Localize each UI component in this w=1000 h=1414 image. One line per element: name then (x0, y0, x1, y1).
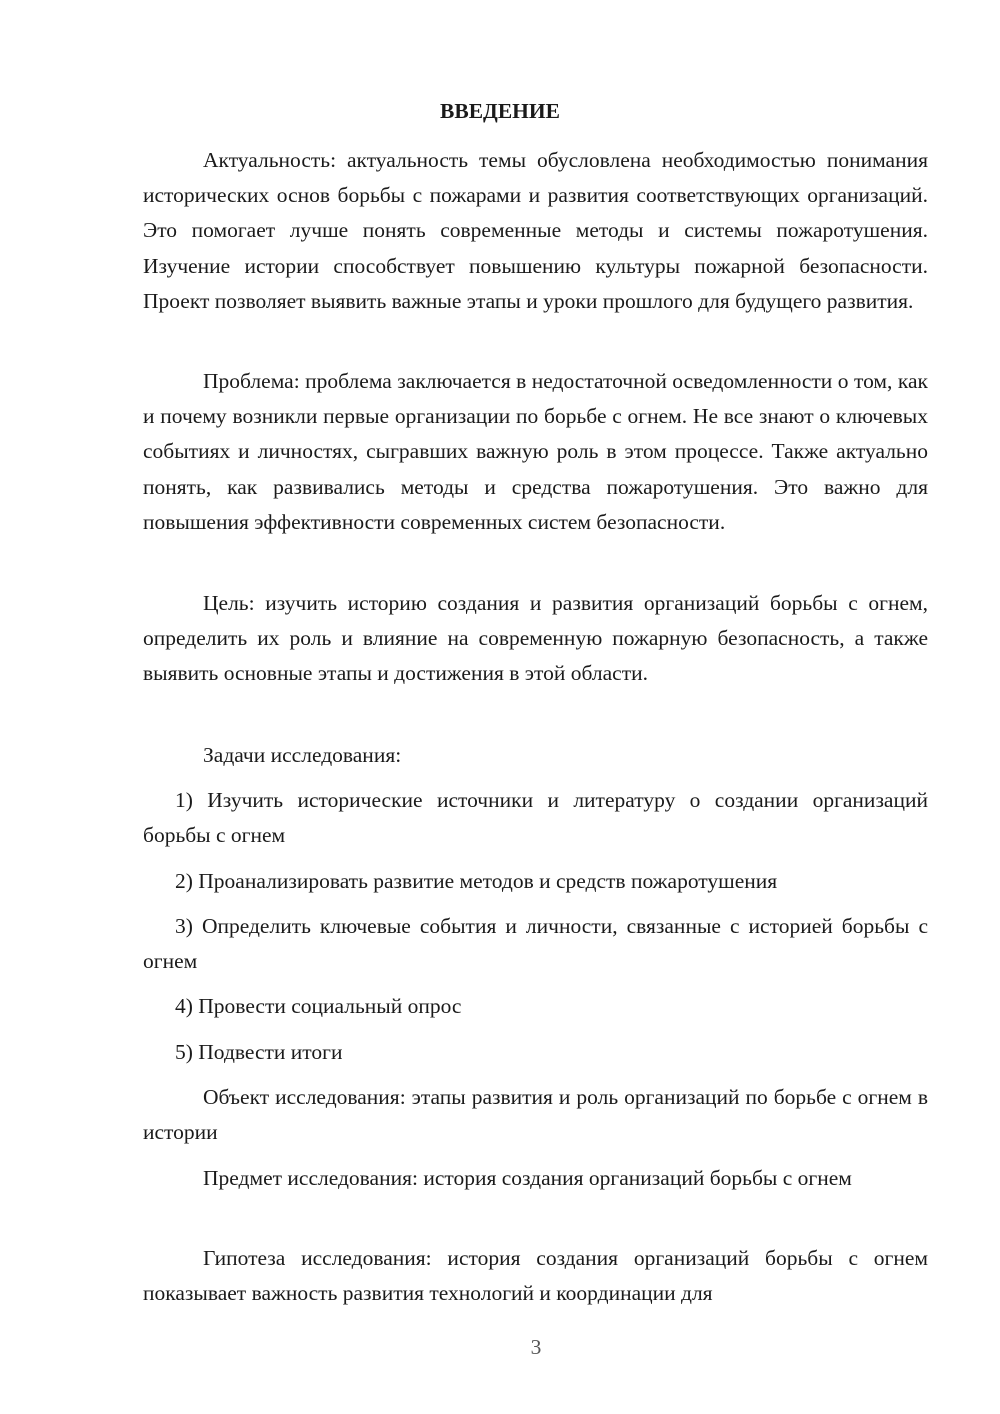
task-item-4: 4) Провести социальный опрос (175, 994, 462, 1018)
task-item-5: 5) Подвести итоги (175, 1040, 343, 1064)
paragraph-problem: Проблема: проблема заключается в недостаточной осведомленности о том, как и почему возникли первые организации по борьбе с огнем. Не все знают о ключевых событиях и личностях, сыгравших важную роль в этом процессе. Также актуально понять, как развивались методы и средства пожаротушения. Это важно для повышения эффективности современных систем безопасности. (143, 369, 928, 534)
tasks-heading: Задачи исследования: (203, 743, 402, 767)
page-number: 3 (530, 1335, 542, 1359)
paragraph-subject: Предмет исследования: история создания организаций борьбы с огнем (203, 1166, 852, 1190)
page-title: ВВЕДЕНИЕ (440, 99, 560, 123)
task-item-2: 2) Проанализировать развитие методов и средств пожаротушения (175, 869, 778, 893)
paragraph-object: Объект исследования: этапы развития и роль организаций по борьбе с огнем в истории (143, 1085, 928, 1145)
task-item-3: 3) Определить ключевые события и личности, связанные с историей борьбы с огнем (143, 914, 928, 974)
paragraph-goal: Цель: изучить историю создания и развития организаций борьбы с огнем, определить их роль и влияние на современную пожарную безопасность, а также выявить основные этапы и достижения в этой области. (143, 591, 928, 686)
paragraph-hypothesis: Гипотеза исследования: история создания организаций борьбы с огнем показывает важность развития технологий и координации для (143, 1246, 928, 1306)
paragraph-relevance: Актуальность: актуальность темы обусловлена необходимостью понимания исторических основ борьбы с пожарами и развития соответствующих организаций. Это помогает лучше понять современные методы и системы пожаротушения. Изучение истории способствует повышению культуры пожарной безопасности. Проект позволяет выявить важные этапы и уроки прошлого для будущего развития. (143, 148, 928, 313)
task-item-1: 1) Изучить исторические источники и литературу о создании организаций борьбы с огнем (143, 788, 928, 848)
